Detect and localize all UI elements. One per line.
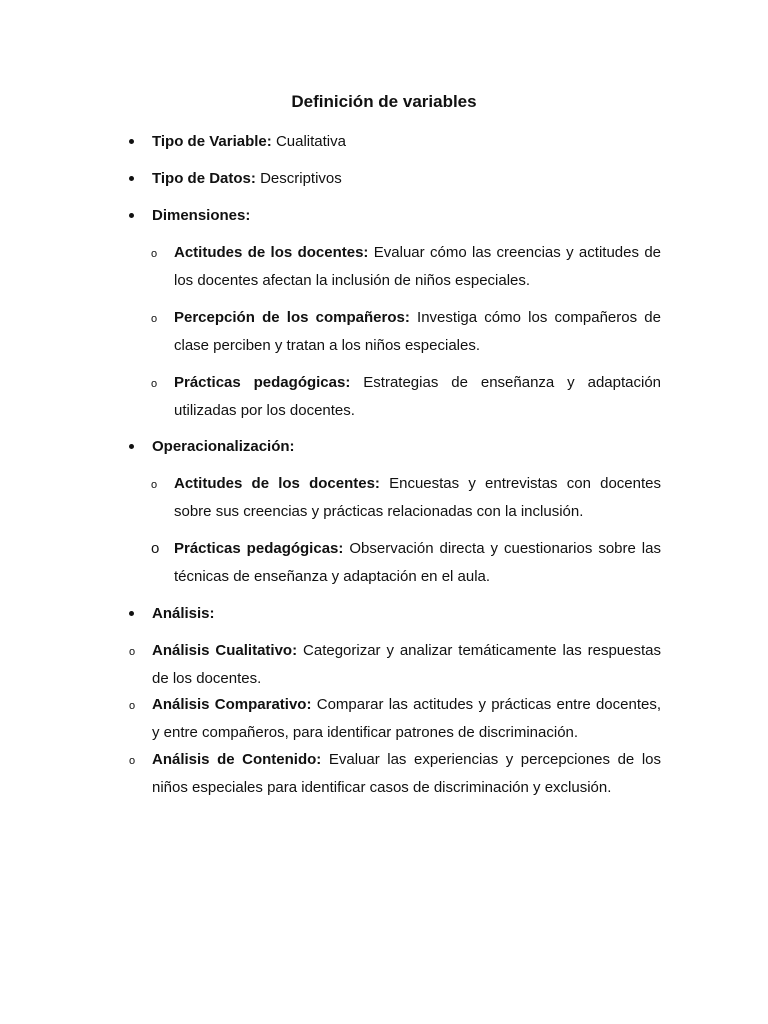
dimension-item	[174, 239, 661, 294]
dimension-item-text: Investiga cómo los compañeros de clase perciben y tratan a los niños especiales.	[174, 309, 661, 354]
bullet-dot	[129, 213, 134, 218]
analysis-item-text: Comparar las actitudes y prácticas entre docentes, y entre compañeros, para identificar patrones de discriminación.	[152, 696, 661, 741]
bullet-o: o	[151, 248, 158, 260]
bullet-dot	[129, 176, 134, 181]
bullet-o: o	[129, 755, 136, 767]
bullet-dot	[129, 444, 134, 449]
data-type-label: Tipo de Datos:	[152, 170, 256, 187]
analysis-heading	[152, 600, 661, 628]
analysis-item-label: Análisis Comparativo:	[152, 696, 312, 713]
dimensions-heading	[152, 202, 661, 230]
dimension-item-text: Estrategias de enseñanza y adaptación utilizadas por los docentes.	[174, 374, 662, 419]
bullet-o: o	[151, 479, 158, 491]
bullet-dot	[129, 139, 134, 144]
analysis-item-label: Análisis Cualitativo:	[152, 642, 298, 659]
bullet-dot	[129, 611, 134, 616]
analysis-item-text: Evaluar las experiencias y percepciones de los niños especiales para identificar casos de discriminación y exclusión.	[152, 751, 661, 796]
dimension-item	[174, 304, 661, 359]
operationalization-item-text: Observación directa y cuestionarios sobre las técnicas de enseñanza y adaptación en el aula.	[174, 540, 661, 585]
variable-type-item	[152, 128, 661, 156]
dimension-item-label: Percepción de los compañeros:	[174, 309, 410, 326]
bullet-o: o	[151, 313, 158, 325]
analysis-item-text: Categorizar y analizar temáticamente las respuestas de los docentes.	[152, 642, 661, 687]
operationalization-item-label: Actitudes de los docentes:	[174, 475, 380, 492]
data-type-value: Descriptivos	[260, 170, 342, 187]
dimension-item	[174, 369, 661, 424]
bullet-o: o	[151, 540, 160, 557]
dimension-item-text: Evaluar cómo las creencias y actitudes de los docentes afectan la inclusión de niños especiales.	[174, 244, 662, 289]
analysis-item	[152, 637, 661, 692]
dimension-item-label: Prácticas pedagógicas:	[174, 374, 351, 391]
dimensions-heading-label: Dimensiones:	[152, 207, 251, 224]
analysis-item	[152, 746, 661, 801]
data-type-item	[152, 165, 661, 193]
analysis-heading-label: Análisis:	[152, 605, 215, 622]
analysis-item	[152, 691, 661, 746]
operationalization-item-text: Encuestas y entrevistas con docentes sobre sus creencias y prácticas relacionadas con la inclusión.	[174, 475, 661, 520]
operationalization-item-label: Prácticas pedagógicas:	[174, 540, 344, 557]
variable-type-value: Cualitativa	[275, 133, 346, 150]
operationalization-item	[174, 535, 661, 590]
variable-type-label: Tipo de Variable:	[152, 133, 272, 150]
dimension-item-label: Actitudes de los docentes:	[174, 244, 369, 261]
operationalization-item	[174, 470, 661, 525]
document-title: Definición de variables	[291, 92, 477, 111]
operationalization-heading-label: Operacionalización:	[152, 438, 295, 455]
bullet-o: o	[129, 646, 136, 658]
analysis-item-label: Análisis de Contenido:	[152, 751, 322, 768]
bullet-o: o	[129, 700, 136, 712]
operationalization-heading	[152, 433, 661, 461]
bullet-o: o	[151, 378, 158, 390]
